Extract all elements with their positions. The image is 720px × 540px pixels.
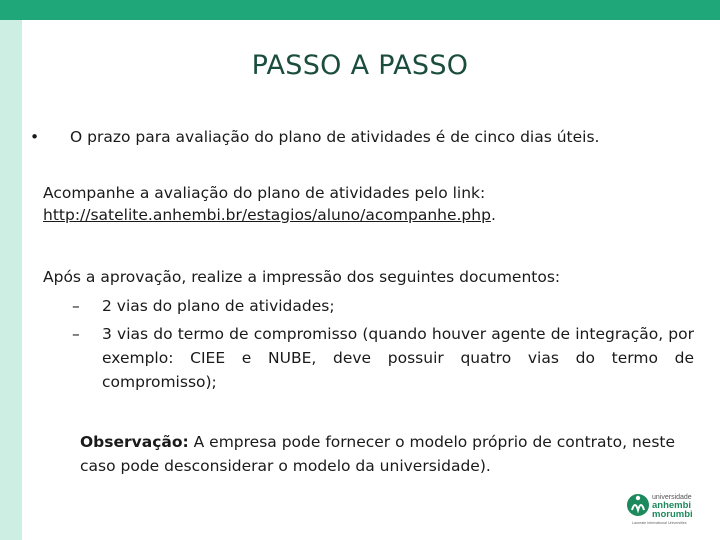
observation-text: A empresa pode fornecer o modelo próprio de contrato, neste caso pode desconsiderar o modelo da universidade).	[80, 433, 676, 475]
observation-note	[80, 430, 700, 478]
logo-line2: anhembi	[652, 500, 692, 511]
bullet-symbol: •	[30, 128, 40, 146]
follow-paragraph	[43, 182, 496, 226]
left-accent-bar	[0, 20, 22, 540]
logo-emblem-icon	[627, 494, 649, 516]
list-item	[72, 322, 694, 394]
list-item-text: 3 vias do termo de compromisso (quando houver agente de integração, por exemplo: CIEE e NUBE, deve possuir quatro vias do termo de compromisso);	[102, 325, 694, 391]
slide-title: PASSO A PASSO	[251, 50, 469, 81]
university-logo	[626, 490, 710, 526]
logo-line1: universidade	[652, 494, 692, 501]
top-accent-bar	[0, 0, 720, 20]
after-intro: Após a aprovação, realize a impressão dos seguintes documentos:	[43, 268, 561, 286]
follow-intro: Acompanhe a avaliação do plano de atividades pelo link:	[43, 184, 486, 202]
logo-tagline: Laureate International Universities	[632, 521, 687, 525]
follow-suffix: .	[490, 206, 496, 224]
bullet-item	[30, 128, 599, 146]
follow-link[interactable]: http://satelite.anhembi.br/estagios/aluno/acompanhe.php	[43, 206, 491, 224]
dash-symbol: –	[72, 297, 80, 315]
dash-symbol: –	[72, 325, 80, 343]
logo-line3: morumbi	[652, 509, 693, 520]
list-item-text: 2 vias do plano de atividades;	[102, 297, 335, 315]
list-item	[72, 294, 694, 318]
observation-label: Observação:	[80, 433, 189, 451]
bullet-text: O prazo para avaliação do plano de atividades é de cinco dias úteis.	[70, 128, 600, 146]
